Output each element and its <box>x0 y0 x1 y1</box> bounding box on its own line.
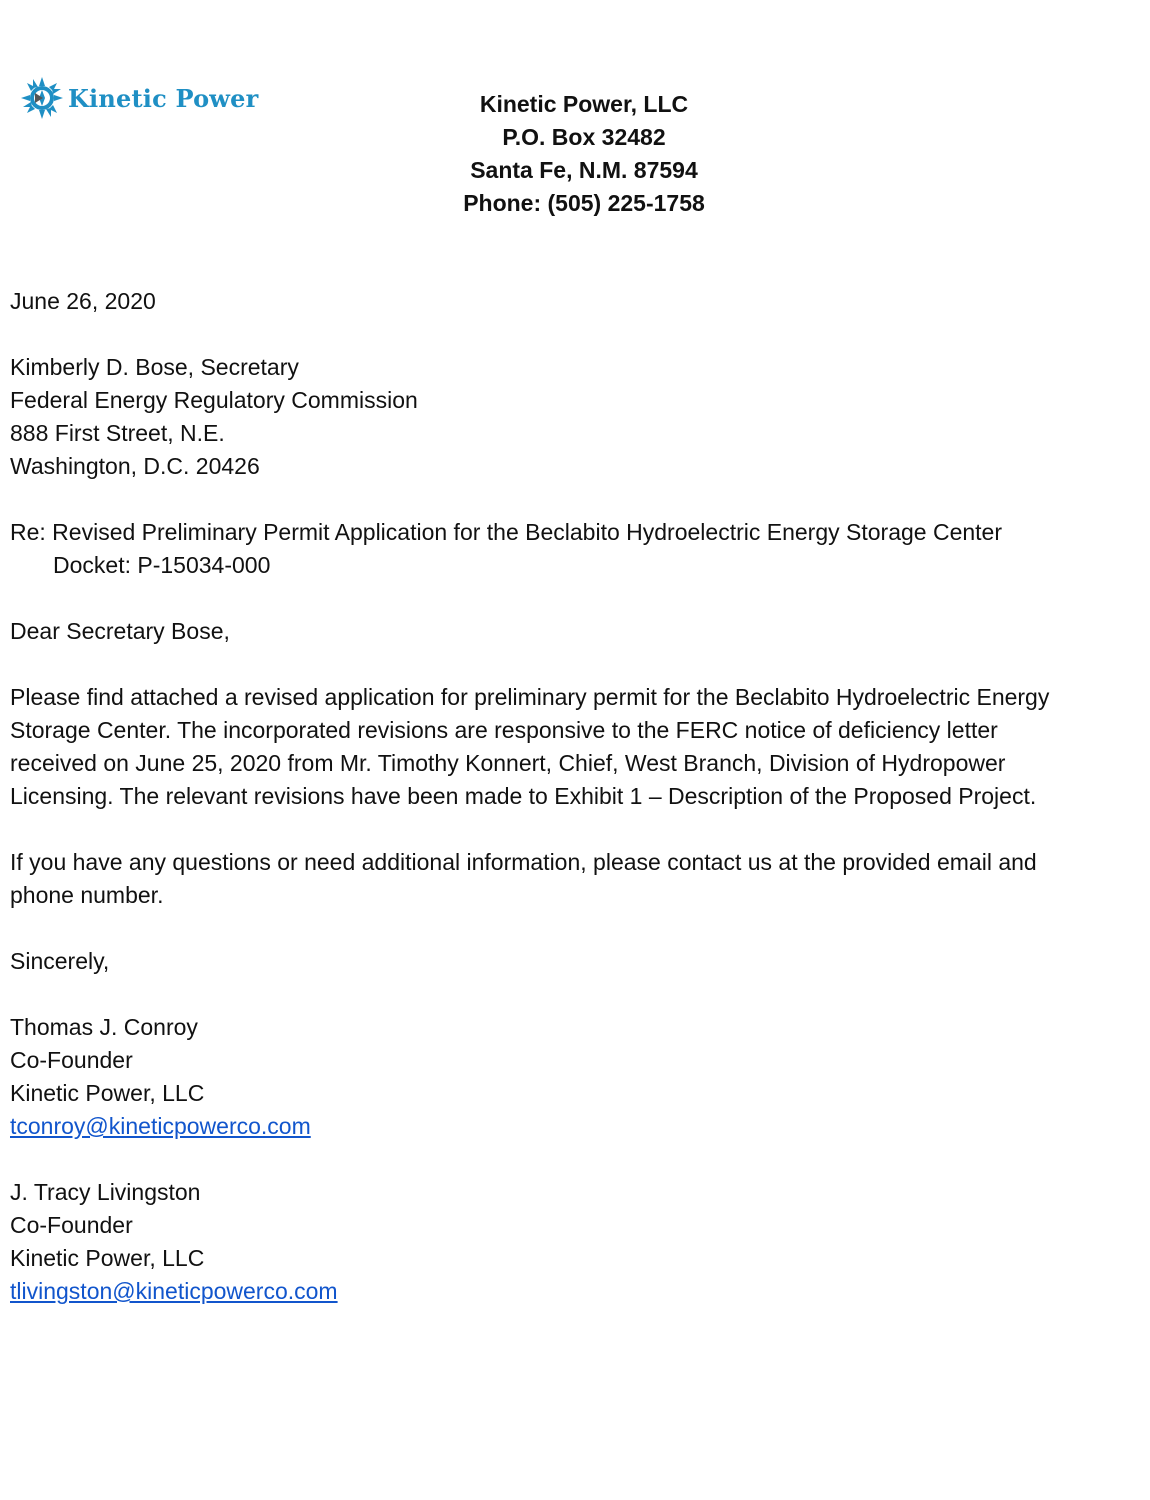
letterhead-po-box: P.O. Box 32482 <box>502 124 666 150</box>
signature-block-2 <box>10 1176 1142 1308</box>
signer-title: Co-Founder <box>10 1047 133 1073</box>
recipient-line: Washington, D.C. 20426 <box>10 453 260 479</box>
letterhead <box>434 88 734 220</box>
signer-email-link[interactable]: tlivingston@kineticpowerco.com <box>10 1278 338 1304</box>
paragraph-line: Licensing. The relevant revisions have been made to Exhibit 1 – Description of the Proposed Project. <box>10 783 1037 809</box>
signer-email-link[interactable]: tconroy@kineticpowerco.com <box>10 1113 311 1139</box>
salutation-block <box>10 615 1142 648</box>
signer-company: Kinetic Power, LLC <box>10 1080 205 1106</box>
closing-block <box>10 945 1142 978</box>
docket-line: Docket: P-15034-000 <box>53 552 271 578</box>
letterhead-company: Kinetic Power, LLC <box>479 91 689 117</box>
body-paragraph-1 <box>10 681 1142 813</box>
turbine-sun-icon <box>20 76 64 120</box>
body-paragraph-2 <box>10 846 1142 912</box>
signer-company: Kinetic Power, LLC <box>10 1245 205 1271</box>
subject-line: Re: Revised Preliminary Permit Application for the Beclabito Hydroelectric Energy Storage Center <box>10 519 1002 545</box>
paragraph-line: Please find attached a revised application for preliminary permit for the Beclabito Hydroelectric Energy <box>10 684 1050 710</box>
recipient-line: Kimberly D. Bose, Secretary <box>10 354 299 380</box>
closing: Sincerely, <box>10 948 110 974</box>
salutation: Dear Secretary Bose, <box>10 618 230 644</box>
subject-block <box>10 516 1142 582</box>
signer-name: J. Tracy Livingston <box>10 1179 201 1205</box>
letter-date-block <box>10 285 1142 318</box>
letterhead-city: Santa Fe, N.M. 87594 <box>470 157 698 183</box>
paragraph-line: phone number. <box>10 882 164 908</box>
signature-block-1 <box>10 1011 1142 1143</box>
letter-date: June 26, 2020 <box>10 288 156 314</box>
company-logo <box>20 76 258 120</box>
signer-name: Thomas J. Conroy <box>10 1014 198 1040</box>
paragraph-line: If you have any questions or need additional information, please contact us at the provided email and <box>10 849 1037 875</box>
logo-wordmark: Kinetic Power <box>68 83 259 113</box>
recipient-line: Federal Energy Regulatory Commission <box>10 387 418 413</box>
paragraph-line: received on June 25, 2020 from Mr. Timothy Konnert, Chief, West Branch, Division of Hydropower <box>10 750 1006 776</box>
letterhead-phone: Phone: (505) 225-1758 <box>463 190 705 216</box>
recipient-address <box>10 351 1142 483</box>
signer-title: Co-Founder <box>10 1212 133 1238</box>
paragraph-line: Storage Center. The incorporated revisions are responsive to the FERC notice of deficiency letter <box>10 717 998 743</box>
recipient-line: 888 First Street, N.E. <box>10 420 225 446</box>
